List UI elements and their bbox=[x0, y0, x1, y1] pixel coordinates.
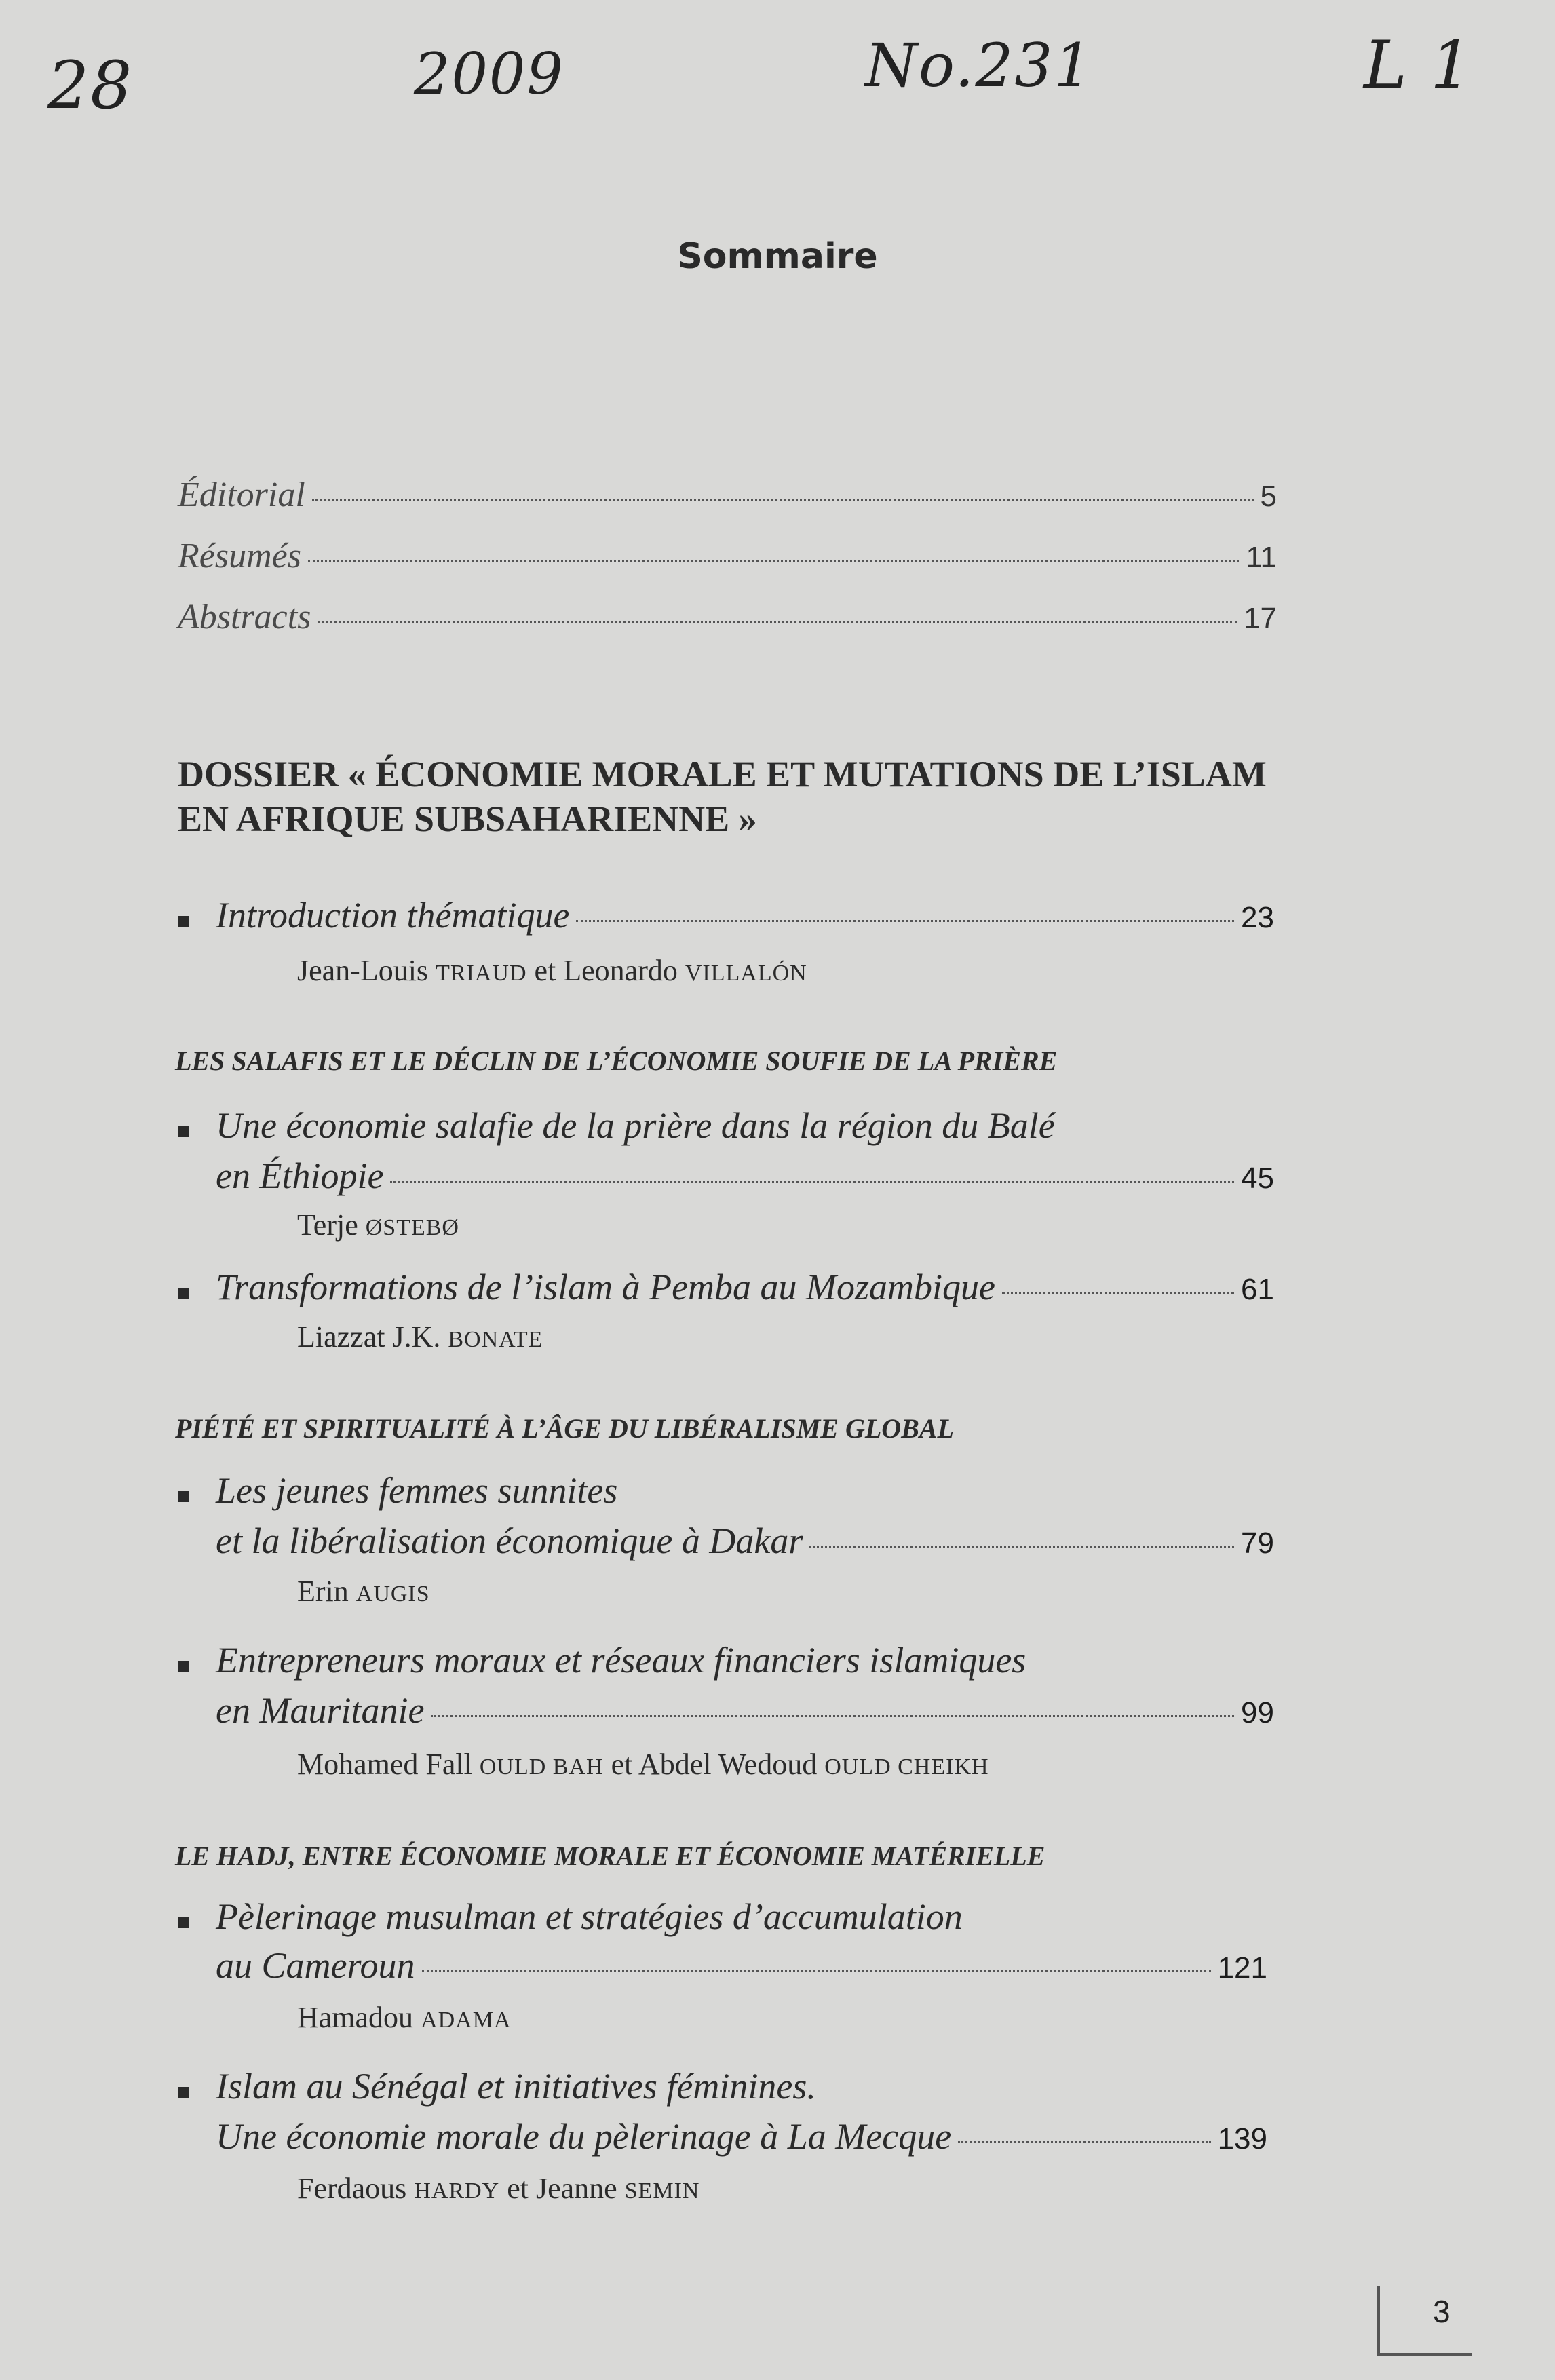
toc-entry-page: 5 bbox=[1260, 480, 1277, 513]
toc-entry-resumes[interactable] bbox=[178, 536, 1277, 576]
article-title-line1: Les jeunes femmes sunnites bbox=[216, 1470, 618, 1511]
handwritten-issue-number: No.231 bbox=[865, 31, 1094, 100]
dot-leader bbox=[422, 1970, 1211, 1972]
article-author: Mohamed Fall OULD BAH et Abdel Wedoud OULD CHEIKH bbox=[297, 1748, 989, 1781]
toc-entry-pemba[interactable] bbox=[216, 1266, 1274, 1308]
dossier-heading-line1: DOSSIER « ÉCONOMIE MORALE ET MUTATIONS DE L’ISLAM bbox=[178, 754, 1267, 794]
bullet-icon bbox=[178, 1917, 189, 1928]
article-title-line1: Entrepreneurs moraux et réseaux financiers islamiques bbox=[216, 1640, 1026, 1681]
section-heading-salafis: LES SALAFIS ET LE DÉCLIN DE L’ÉCONOMIE SOUFIE DE LA PRIÈRE bbox=[175, 1045, 1058, 1076]
handwritten-number-28: 28 bbox=[47, 47, 134, 123]
toc-entry-cameroun[interactable] bbox=[216, 1944, 1267, 1986]
toc-entry-label: en Éthiopie bbox=[216, 1155, 384, 1196]
toc-entry-senegal[interactable] bbox=[216, 2115, 1267, 2157]
article-author: Liazzat J.K. BONATE bbox=[297, 1320, 543, 1354]
dossier-heading-line2: EN AFRIQUE SUBSAHARIENNE » bbox=[178, 799, 757, 839]
toc-entry-dakar[interactable] bbox=[216, 1520, 1274, 1562]
toc-entry-label: Résumés bbox=[178, 537, 301, 575]
toc-entry-label: au Cameroun bbox=[216, 1945, 415, 1986]
toc-entry-label: Abstracts bbox=[178, 598, 311, 636]
handwritten-year: 2009 bbox=[414, 41, 564, 107]
toc-entry-label: en Mauritanie bbox=[216, 1690, 425, 1731]
toc-entry-introduction[interactable] bbox=[216, 894, 1274, 936]
bullet-icon bbox=[178, 1491, 189, 1502]
dot-leader bbox=[312, 499, 1254, 501]
toc-entry-page: 99 bbox=[1241, 1696, 1274, 1729]
article-author: Erin AUGIS bbox=[297, 1575, 430, 1608]
article-author: Ferdaous HARDY et Jeanne SEMIN bbox=[297, 2172, 700, 2205]
dossier-heading bbox=[178, 752, 1345, 841]
bullet-icon bbox=[178, 2087, 189, 2098]
bullet-icon bbox=[178, 916, 189, 927]
page-number: 3 bbox=[1433, 2294, 1451, 2329]
dot-leader bbox=[809, 1546, 1234, 1548]
dot-leader bbox=[390, 1181, 1234, 1183]
toc-entry-page: 23 bbox=[1241, 901, 1274, 934]
toc-entry-page: 139 bbox=[1217, 2122, 1267, 2155]
toc-entry-label: Une économie morale du pèlerinage à La Mecque bbox=[216, 2116, 952, 2157]
dot-leader bbox=[318, 621, 1237, 623]
corner-rule-horizontal bbox=[1377, 2353, 1472, 2356]
corner-rule-vertical bbox=[1377, 2286, 1380, 2354]
article-author: Jean-Louis TRIAUD et Leonardo VILLALÓN bbox=[297, 954, 807, 987]
dot-leader bbox=[308, 560, 1239, 562]
toc-entry-ethiopie[interactable] bbox=[216, 1155, 1274, 1197]
article-author: Hamadou ADAMA bbox=[297, 2001, 512, 2034]
dot-leader bbox=[431, 1715, 1234, 1717]
toc-entry-page: 17 bbox=[1244, 602, 1277, 635]
bullet-icon bbox=[178, 1288, 189, 1299]
dot-leader bbox=[576, 920, 1234, 922]
section-heading-hadj: LE HADJ, ENTRE ÉCONOMIE MORALE ET ÉCONOMIE MATÉRIELLE bbox=[175, 1841, 1045, 1871]
bullet-icon bbox=[178, 1126, 189, 1137]
toc-entry-page: 61 bbox=[1241, 1273, 1274, 1306]
toc-entry-label: Introduction thématique bbox=[216, 895, 570, 936]
toc-entry-page: 79 bbox=[1241, 1527, 1274, 1560]
toc-entry-page: 45 bbox=[1241, 1162, 1274, 1195]
page-title: Sommaire bbox=[677, 236, 878, 277]
article-author: Terje ØSTEBØ bbox=[297, 1208, 459, 1242]
bullet-icon bbox=[178, 1661, 189, 1672]
handwritten-ref: L 1 bbox=[1364, 27, 1474, 103]
toc-entry-page: 121 bbox=[1217, 1951, 1267, 1984]
dot-leader bbox=[1002, 1292, 1234, 1294]
article-title-line1: Islam au Sénégal et initiatives féminines. bbox=[216, 2066, 816, 2107]
toc-entry-abstracts[interactable] bbox=[178, 597, 1277, 637]
toc-entry-mauritanie[interactable] bbox=[216, 1689, 1274, 1731]
toc-entry-label: et la libéralisation économique à Dakar bbox=[216, 1520, 803, 1561]
toc-entry-page: 11 bbox=[1246, 541, 1277, 574]
article-title-line1: Pèlerinage musulman et stratégies d’accumulation bbox=[216, 1896, 963, 1937]
section-heading-piete: PIÉTÉ ET SPIRITUALITÉ À L’ÂGE DU LIBÉRALISME GLOBAL bbox=[175, 1413, 954, 1444]
article-title-line1: Une économie salafie de la prière dans la région du Balé bbox=[216, 1105, 1055, 1146]
toc-entry-label: Transformations de l’islam à Pemba au Mozambique bbox=[216, 1267, 996, 1307]
toc-entry-label: Éditorial bbox=[178, 476, 305, 514]
toc-entry-editorial[interactable] bbox=[178, 475, 1277, 515]
dot-leader bbox=[958, 2141, 1210, 2143]
